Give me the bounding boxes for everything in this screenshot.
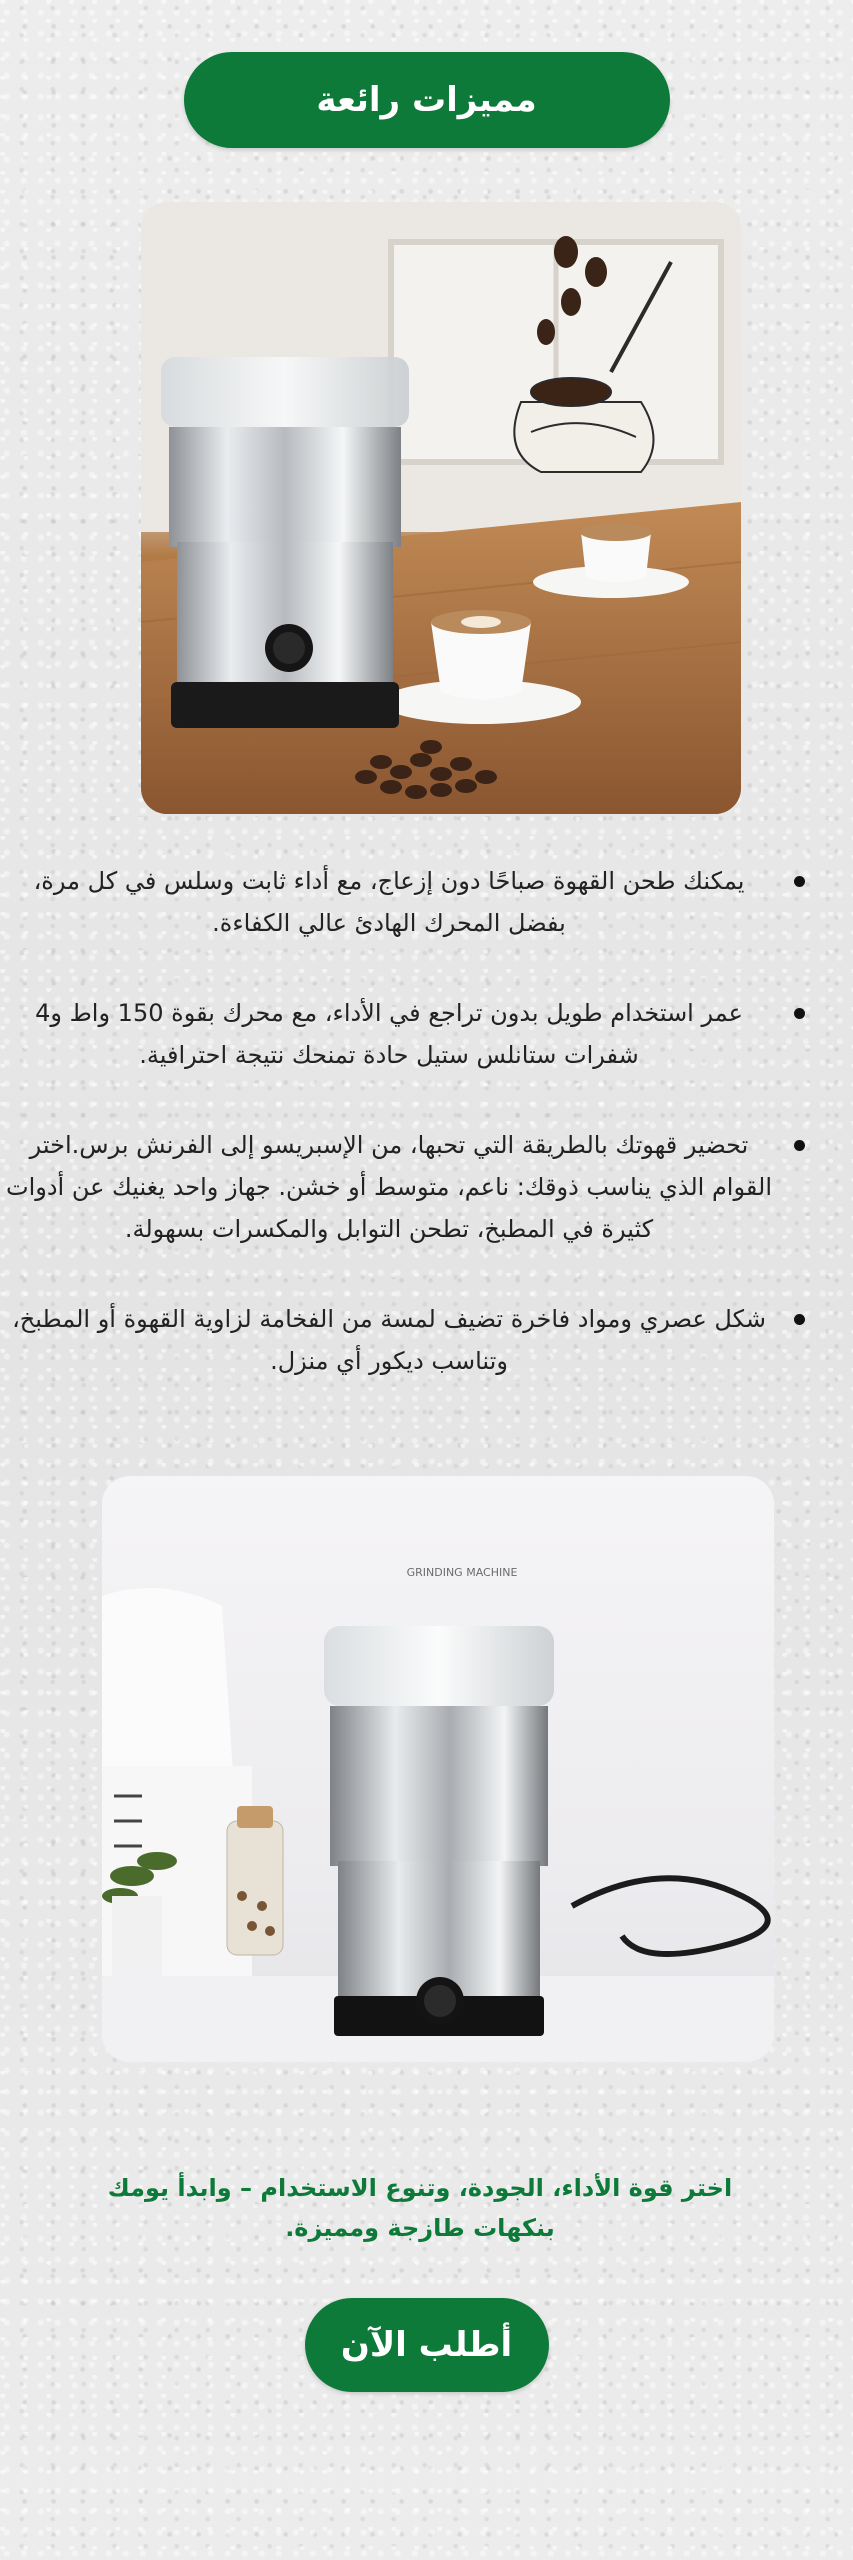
tagline: اختر قوة الأداء، الجودة، وتنوع الاستخدام – وابدأ يومك بنكهات طازجة ومميزة. (107, 2174, 733, 2242)
order-now-label: أطلب الآن (340, 2325, 513, 2365)
feature-item-grind-texture (5, 1124, 805, 1250)
feature-text: يمكنك طحن القهوة صباحًا دون إزعاج، مع أداء ثابت وسلس في كل مرة، بفضل المحرك الهادئ عالي الكفاءة. (33, 867, 745, 937)
product-photo-kitchen (141, 202, 741, 814)
grinder-studio-illustration (102, 1476, 774, 2062)
feature-item-modern-design (5, 1298, 805, 1382)
section-title-badge (184, 52, 670, 148)
order-now-button[interactable] (305, 2298, 549, 2392)
bullet-icon (794, 1314, 805, 1325)
feature-text: عمر استخدام طويل بدون تراجع في الأداء، مع محرك بقوة 150 واط و4 شفرات ستانلس ستيل حادة تمنحك نتيجة احترافية. (35, 999, 743, 1069)
product-photo-studio (102, 1476, 774, 2062)
coffee-grinder-illustration (141, 202, 741, 814)
feature-item-motor-power (5, 992, 805, 1076)
feature-text: شكل عصري ومواد فاخرة تضيف لمسة من الفخامة لزاوية القهوة أو المطبخ، وتناسب ديكور أي منزل. (12, 1305, 766, 1375)
bullet-icon (794, 1008, 805, 1019)
bullet-icon (794, 1140, 805, 1151)
features-list (5, 860, 805, 1430)
bullet-icon (794, 876, 805, 887)
feature-text: تحضير قهوتك بالطريقة التي تحبها، من الإسبريسو إلى الفرنش برس.اختر القوام الذي يناسب ذوقك: ناعم، متوسط أو خشن. جهاز واحد يغنيك عن أدوات كثيرة في المطبخ، تطحن التوابل والمكسرات بسهولة. (5, 1131, 772, 1243)
section-title: مميزات رائعة (316, 80, 537, 120)
feature-item-quiet-motor (5, 860, 805, 944)
grinding-machine-label: GRINDING MACHINE (406, 1566, 518, 1579)
